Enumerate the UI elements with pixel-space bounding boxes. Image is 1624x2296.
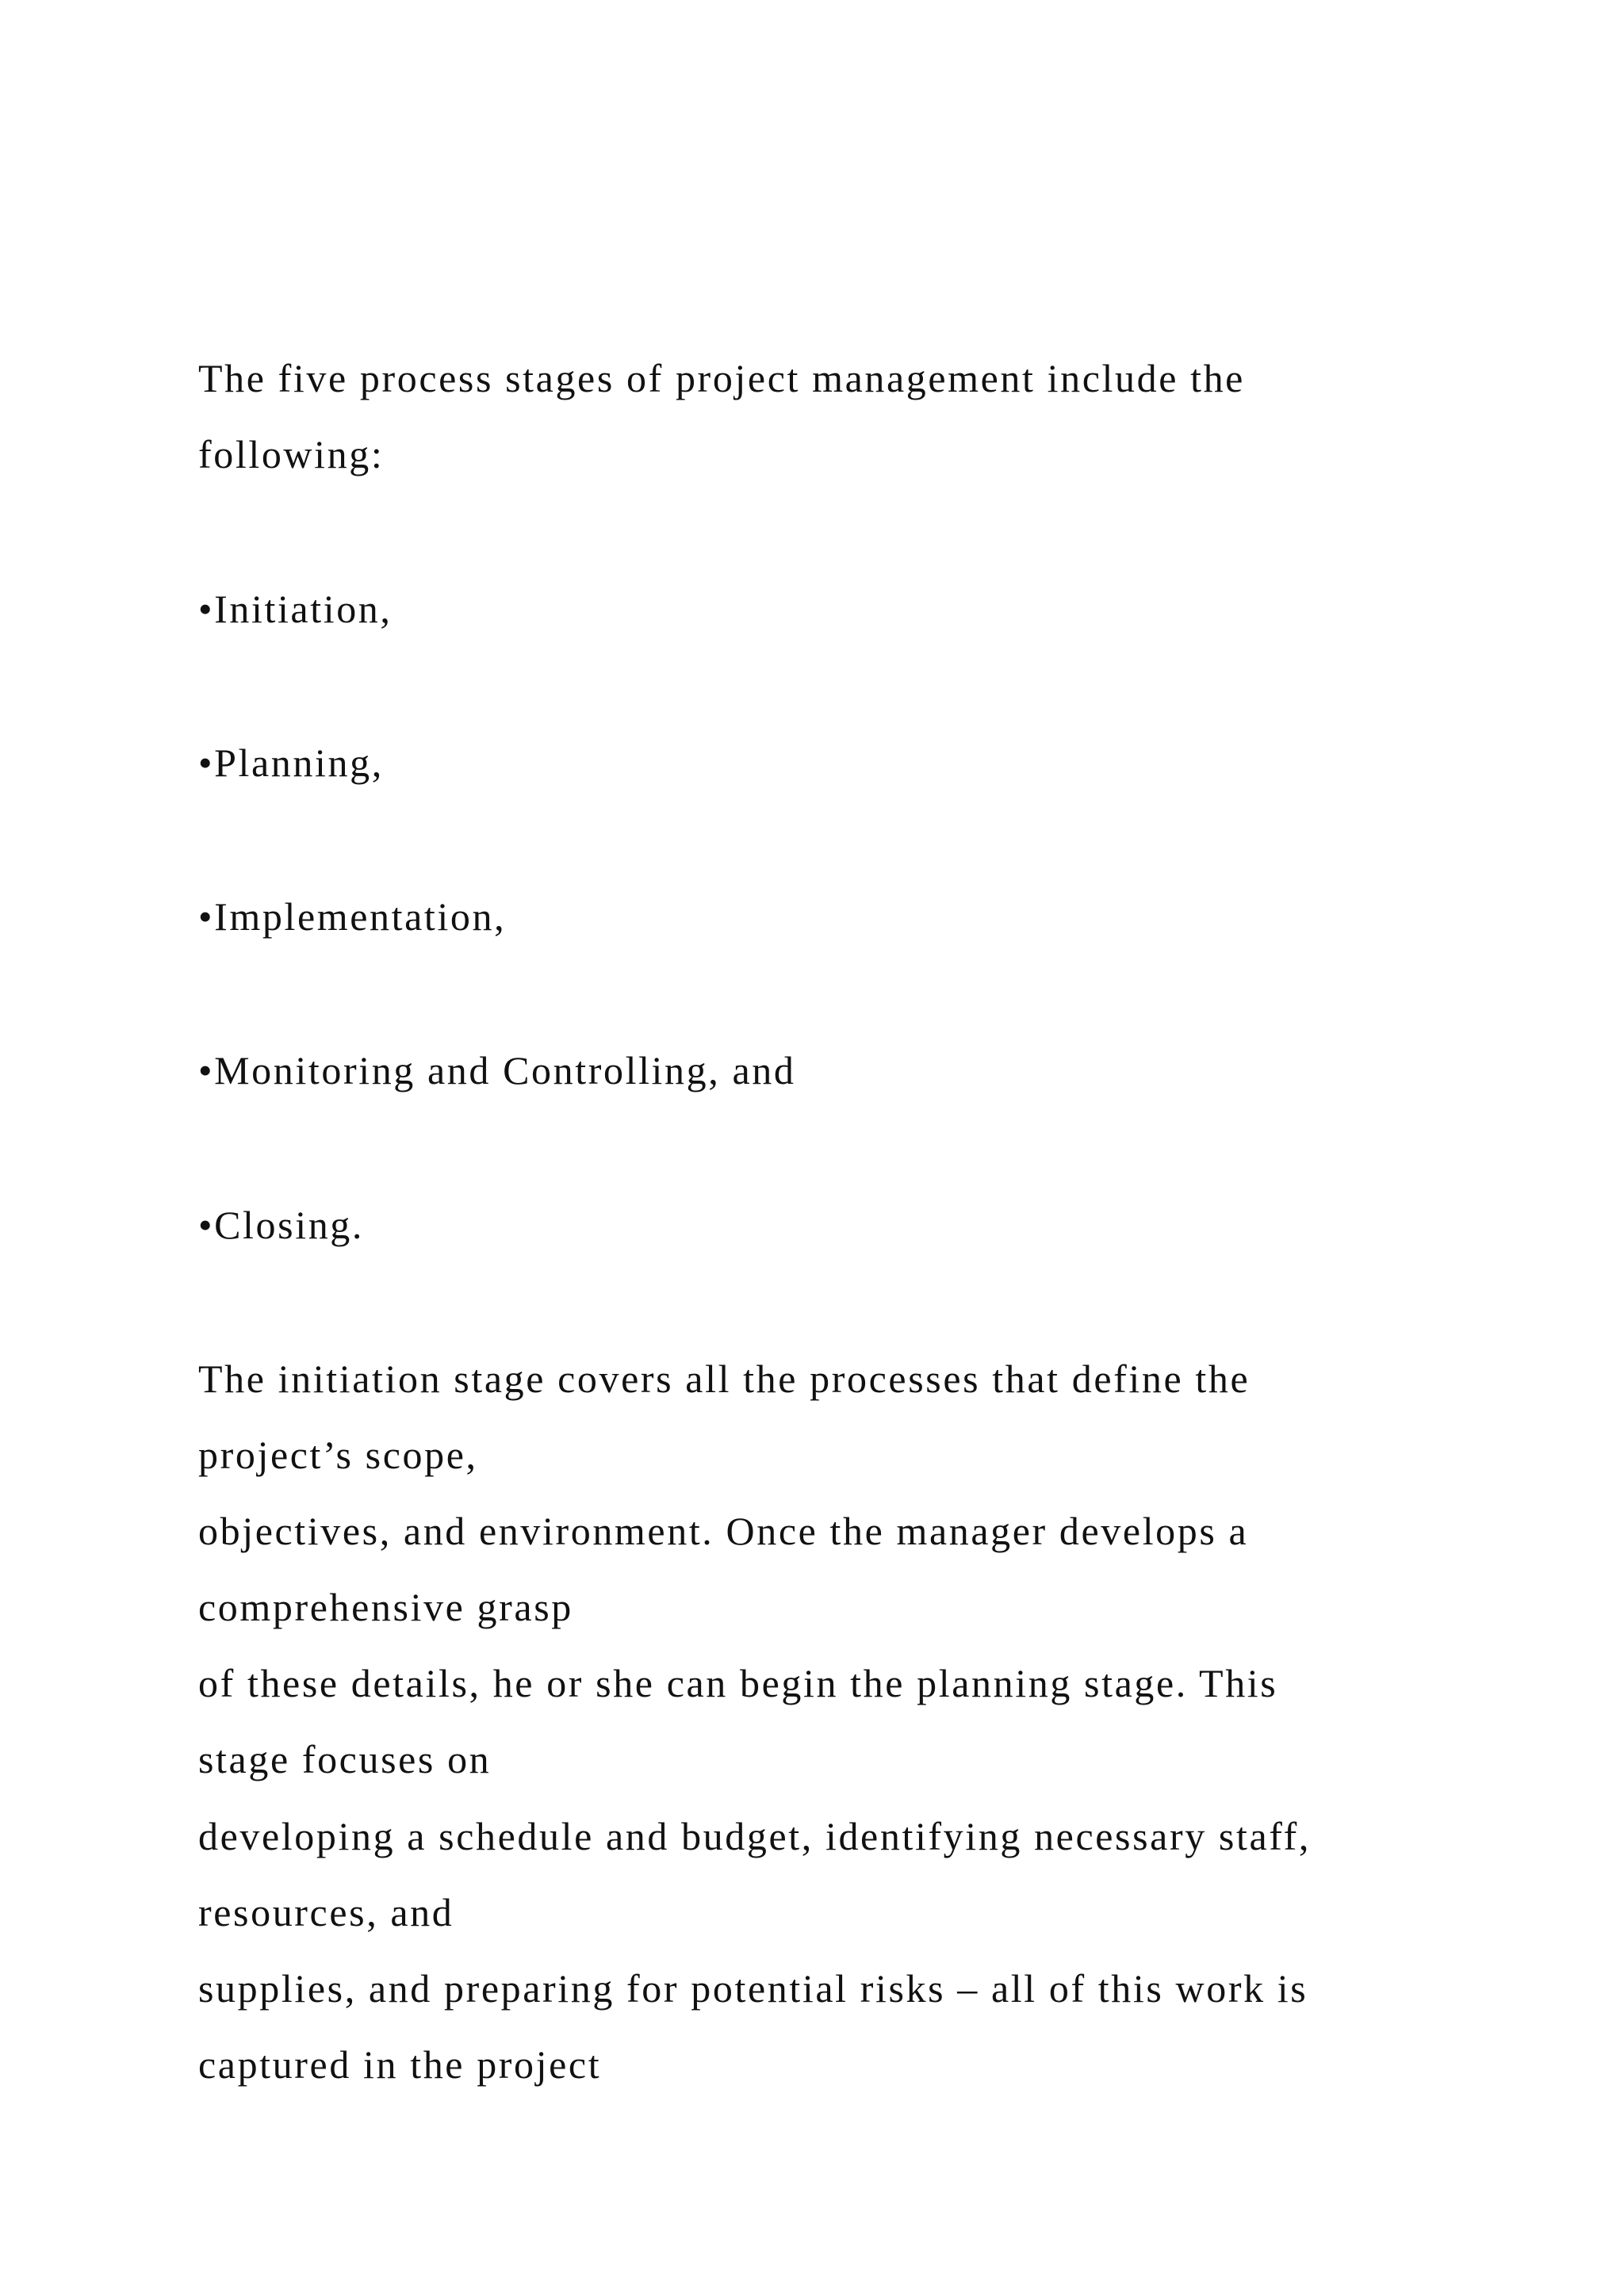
bullet-item-planning: •Planning, [198, 740, 384, 785]
paragraph-line: of these details, he or she can begin the planning stage. This [198, 1661, 1278, 1705]
paragraph-line: comprehensive grasp [198, 1585, 573, 1629]
paragraph-line: captured in the project [198, 2042, 602, 2087]
bullet-item-initiation: •Initiation, [198, 587, 393, 631]
bullet-item-implementation: •Implementation, [198, 894, 507, 939]
paragraph-line: stage focuses on [198, 1737, 492, 1781]
paragraph-line: resources, and [198, 1890, 454, 1934]
paragraph-line: supplies, and preparing for potential risks – all of this work is [198, 1966, 1308, 2011]
bullet-item-monitoring: •Monitoring and Controlling, and [198, 1048, 796, 1093]
bullet-item-closing: •Closing. [198, 1203, 364, 1247]
paragraph-line: developing a schedule and budget, identifying necessary staff, [198, 1814, 1311, 1858]
paragraph-line: project’s scope, [198, 1433, 478, 1477]
paragraph-line: The initiation stage covers all the processes that define the [198, 1357, 1251, 1401]
intro-line: following: [198, 432, 385, 476]
paragraph-line: objectives, and environment. Once the manager develops a [198, 1509, 1249, 1553]
intro-line: The five process stages of project management include the [198, 356, 1245, 400]
